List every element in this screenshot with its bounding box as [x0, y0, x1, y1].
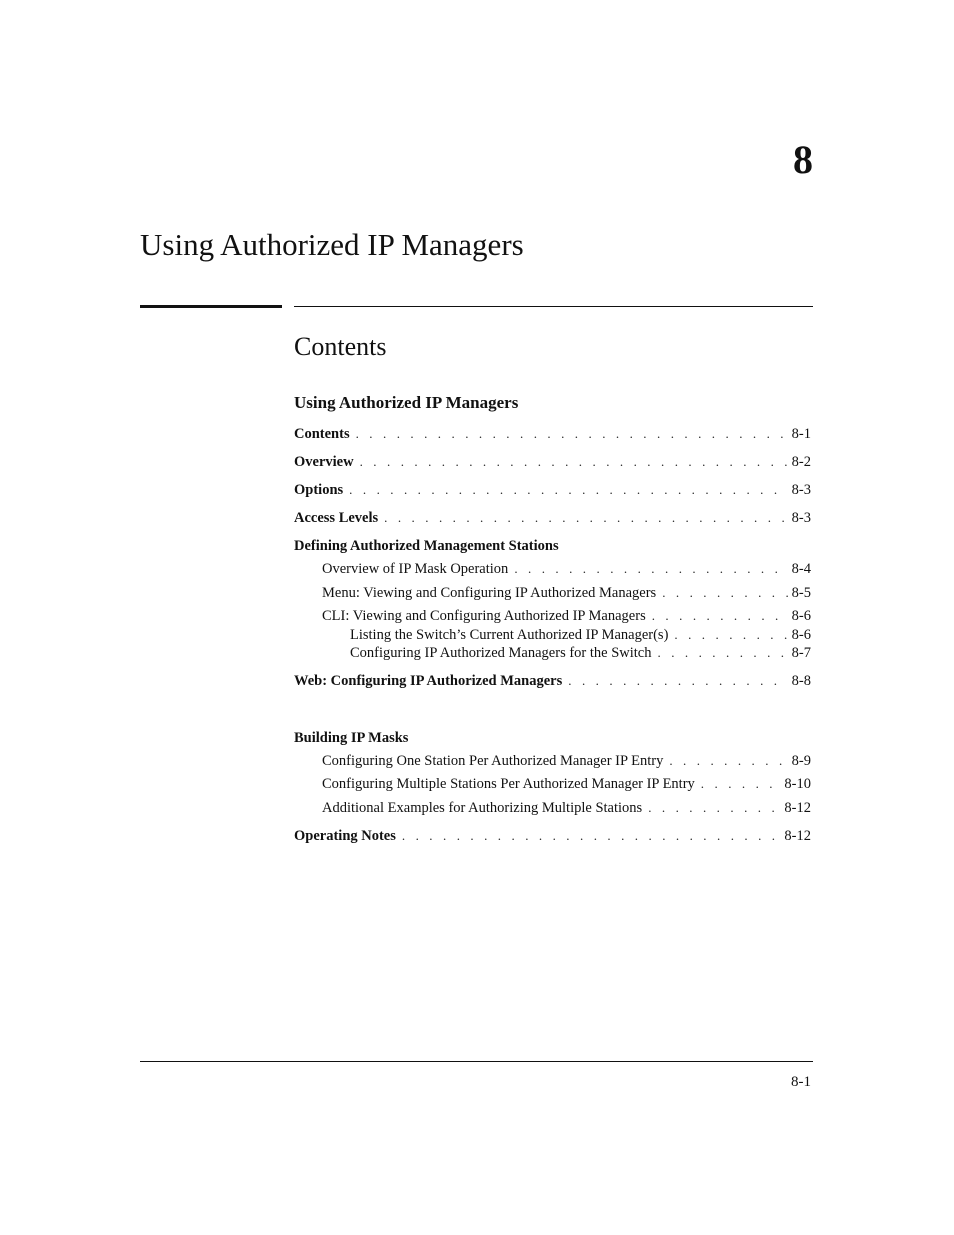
toc-entry-menu-config[interactable]	[322, 584, 811, 602]
toc-entry-label: Menu: Viewing and Configuring IP Authorized Managers	[322, 585, 657, 601]
toc-entry-ip-mask-overview[interactable]	[322, 560, 811, 578]
toc-group-defining-stations: Defining Authorized Management Stations	[294, 538, 559, 554]
toc-entry-access-levels[interactable]	[294, 509, 811, 527]
footer-rule	[140, 1061, 813, 1062]
toc-leader-dots	[568, 672, 787, 690]
toc-leader-dots	[701, 775, 781, 793]
toc-entry-page: 8-10	[784, 776, 811, 792]
toc-entry-label: Overview of IP Mask Operation	[322, 561, 509, 577]
toc-entry-overview[interactable]	[294, 453, 811, 471]
toc-section-title: Using Authorized IP Managers	[294, 393, 519, 412]
toc-entry-label: Configuring IP Authorized Managers for the Switch	[350, 645, 652, 661]
toc-entry-web-config[interactable]	[294, 672, 811, 690]
toc-leader-dots	[402, 827, 781, 845]
toc-entry-page: 8-6	[791, 627, 811, 643]
toc-entry-one-station[interactable]	[322, 752, 811, 770]
toc-entry-options[interactable]	[294, 481, 811, 499]
chapter-number: 8	[793, 137, 813, 182]
toc-entry-label: Operating Notes	[294, 828, 396, 844]
toc-entry-page: 8-2	[791, 454, 811, 470]
toc-leader-dots	[514, 560, 787, 578]
toc-entry-label: CLI: Viewing and Configuring Authorized IP Managers	[322, 608, 646, 624]
toc-entry-additional-examples[interactable]	[322, 799, 811, 817]
toc-entry-label: Access Levels	[294, 510, 379, 526]
title-rule-thick	[140, 305, 282, 308]
toc-leader-dots	[652, 607, 788, 625]
toc-leader-dots	[356, 425, 788, 443]
toc-entry-label: Options	[294, 482, 344, 498]
toc-leader-dots	[674, 626, 787, 644]
toc-entry-page: 8-3	[791, 482, 811, 498]
toc-entry-page: 8-4	[791, 561, 811, 577]
toc-entry-label: Overview	[294, 454, 354, 470]
toc-entry-page: 8-6	[791, 608, 811, 624]
toc-entry-configuring-managers[interactable]	[350, 644, 811, 662]
toc-leader-dots	[648, 799, 780, 817]
chapter-title: Using Authorized IP Managers	[140, 227, 524, 262]
toc-leader-dots	[349, 481, 787, 499]
toc-entry-label: Listing the Switch’s Current Authorized IP Manager(s)	[350, 627, 669, 643]
toc-group-building-masks: Building IP Masks	[294, 730, 409, 746]
toc-entry-page: 8-12	[784, 800, 811, 816]
toc-entry-page: 8-8	[791, 673, 811, 689]
toc-entry-page: 8-5	[791, 585, 811, 601]
toc-entry-page: 8-3	[791, 510, 811, 526]
toc-entry-page: 8-9	[791, 753, 811, 769]
toc-leader-dots	[658, 644, 788, 662]
toc-entry-multiple-stations[interactable]	[322, 775, 811, 793]
toc-leader-dots	[384, 509, 788, 527]
toc-entry-operating-notes[interactable]	[294, 827, 811, 845]
toc-leader-dots	[662, 584, 787, 602]
toc-entry-label: Web: Configuring IP Authorized Managers	[294, 673, 563, 689]
toc-entry-listing-managers[interactable]	[350, 626, 811, 644]
toc-entry-page: 8-12	[784, 828, 811, 844]
toc-entry-page: 8-7	[791, 645, 811, 661]
toc-entry-cli-config[interactable]	[322, 607, 811, 625]
footer-page-number: 8-1	[791, 1074, 811, 1090]
title-rule-thin	[294, 306, 813, 307]
toc-leader-dots	[360, 453, 788, 471]
toc-entry-label: Configuring Multiple Stations Per Authorized Manager IP Entry	[322, 776, 695, 792]
contents-heading: Contents	[294, 332, 387, 361]
toc-leader-dots	[669, 752, 787, 770]
toc-entry-label: Additional Examples for Authorizing Multiple Stations	[322, 800, 643, 816]
toc-entry-contents[interactable]	[294, 425, 811, 443]
toc-entry-label: Contents	[294, 426, 350, 442]
toc-entry-label: Configuring One Station Per Authorized Manager IP Entry	[322, 753, 664, 769]
toc-entry-page: 8-1	[791, 426, 811, 442]
